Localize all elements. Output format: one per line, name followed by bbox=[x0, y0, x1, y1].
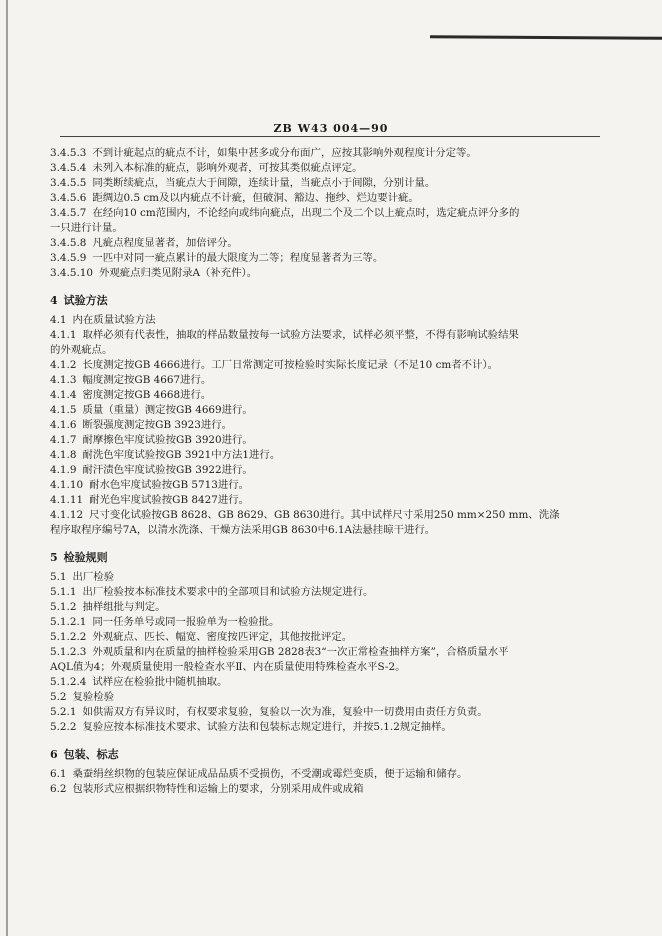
clause-number: 6.1 bbox=[50, 768, 67, 780]
clause-number: 3.4.5.4 bbox=[50, 162, 87, 174]
clause-line bbox=[50, 630, 602, 645]
clause-text: 外观疵点归类见附录A（补充件）。 bbox=[98, 267, 258, 279]
clause-text: 抽样组批与判定。 bbox=[82, 601, 166, 613]
clause-number: 4.1.1 bbox=[50, 329, 77, 341]
clause-line bbox=[50, 675, 602, 690]
clause-line bbox=[50, 373, 602, 388]
clause-text: 如供需双方有异议时，有权要求复验，复验以一次为准，复验中一切费用由责任方负责。 bbox=[82, 706, 488, 718]
clause-line bbox=[50, 403, 602, 418]
clause-text: 耐洗色牢度试验按GB 3921中方法1进行。 bbox=[82, 449, 281, 461]
clause-number: 4.1.12 bbox=[50, 509, 84, 521]
clause-text: 凡疵点程度显著者，加倍评分。 bbox=[92, 237, 238, 249]
clause-number: 4 bbox=[50, 294, 58, 307]
clause-text: 同类断续疵点，当疵点大于间隙，连续计量，当疵点小于间隙，分别计量。 bbox=[92, 177, 436, 189]
clause-text: 在经向10 cm范围内，不论经向或纬向疵点，出现二个及二个以上疵点时，选定疵点评分多的 bbox=[92, 207, 520, 219]
clause-line bbox=[50, 433, 602, 448]
clause-number: 3.4.5.6 bbox=[50, 192, 87, 204]
standard-code-header: ZB W43 004—90 bbox=[273, 122, 389, 135]
clause-text: 耐汗渍色牢度试验按GB 3922进行。 bbox=[82, 464, 253, 476]
clause-number: 3.4.5.5 bbox=[50, 177, 87, 189]
clause-line bbox=[50, 251, 602, 266]
clause-text: 外观质量和内在质量的抽样检验采用GB 2828表3“一次正常检查抽样方案”，合格质量水平 bbox=[92, 646, 509, 658]
clause-line bbox=[50, 418, 602, 433]
clause-number: 3.4.5.3 bbox=[50, 147, 87, 159]
clause-text: 密度测定按GB 4668进行。 bbox=[82, 389, 212, 401]
clause-number: 4.1.7 bbox=[50, 434, 77, 446]
clause-number: 5.2.2 bbox=[50, 721, 77, 733]
subsection-heading bbox=[50, 570, 602, 585]
clause-line bbox=[50, 478, 602, 493]
clause-number: 5.1 bbox=[50, 571, 67, 583]
clause-text: 未列入本标准的疵点，影响外观者，可按其类似疵点评定。 bbox=[92, 162, 363, 174]
clause-number: 4.1.4 bbox=[50, 389, 77, 401]
clause-number: 4.1.9 bbox=[50, 464, 77, 476]
clause-text: 包装形式应根据织物特性和运输上的要求，分别采用成件或成箱 bbox=[72, 783, 364, 795]
clause-continuation: 程序取程序编号7A，以清水洗涤、干燥方法采用GB 8630中6.1A法悬挂晾干进行。 bbox=[50, 524, 436, 536]
section-heading bbox=[50, 293, 602, 308]
subsection-heading bbox=[50, 313, 602, 328]
clause-text: 尺寸变化试验按GB 8628、GB 8629、GB 8630进行。其中试样尺寸采用250 mm×250 mm、洗涤 bbox=[89, 509, 560, 521]
clause-text: 断裂强度测定按GB 3923进行。 bbox=[82, 419, 233, 431]
clause-line bbox=[50, 508, 602, 523]
clause-number: 6.2 bbox=[50, 783, 67, 795]
clause-text: 耐摩擦色牢度试验按GB 3920进行。 bbox=[82, 434, 253, 446]
clause-text: 质量（重量）测定按GB 4669进行。 bbox=[82, 404, 253, 416]
clause-text: 出厂检验 bbox=[72, 571, 115, 583]
clause-line bbox=[50, 176, 602, 191]
clause-number: 4.1.8 bbox=[50, 449, 77, 461]
clause-text: 取样必须有代表性，抽取的样品数量按每一试验方法要求，试样必须平整，不得有影响试验结果 bbox=[82, 329, 519, 341]
clause-line bbox=[50, 463, 602, 478]
clause-number: 5.1.1 bbox=[50, 586, 77, 598]
clause-line bbox=[50, 191, 602, 206]
clause-line bbox=[50, 146, 602, 161]
clause-text: 试验方法 bbox=[63, 294, 108, 307]
clause-line bbox=[50, 358, 602, 373]
section-heading bbox=[50, 747, 602, 762]
clause-line bbox=[50, 161, 602, 176]
clause-line bbox=[50, 615, 602, 630]
clause-number: 6 bbox=[50, 748, 58, 761]
clause-number: 5.1.2.4 bbox=[50, 676, 87, 688]
scan-artifact-line bbox=[430, 35, 662, 40]
clause-text: 耐光色牢度试验按GB 8427进行。 bbox=[89, 494, 250, 506]
clause-number: 4.1.2 bbox=[50, 359, 77, 371]
clause-continuation: 一只进行计量。 bbox=[50, 222, 123, 234]
clause-text: 耐水色牢度试验按GB 5713进行。 bbox=[89, 479, 250, 491]
scan-edge bbox=[6, 0, 8, 936]
header-rule bbox=[60, 136, 600, 137]
clause-line bbox=[50, 388, 602, 403]
clause-line bbox=[50, 720, 602, 735]
clause-continuation: AQL值为4；外观质量使用一般检查水平Ⅱ、内在质量使用特殊检查水平S-2。 bbox=[50, 661, 406, 673]
clause-text: 同一任务单号或同一报验单为一检验批。 bbox=[92, 616, 280, 628]
clause-number: 5.2.1 bbox=[50, 706, 77, 718]
clause-line bbox=[50, 767, 602, 782]
clause-text: 桑蚕绢丝织物的包装应保证成品品质不受损伤，不受潮或霉烂变质，便于运输和储存。 bbox=[72, 768, 468, 780]
clause-line bbox=[50, 705, 602, 720]
clause-line bbox=[50, 600, 602, 615]
clause-text: 长度测定按GB 4666进行。工厂日常测定可按检验时实际长度记录（不足10 cm者不计）。 bbox=[82, 359, 499, 371]
clause-text: 距绸边0.5 cm及以内疵点不计疵，但破洞、豁边、拖纱、烂边要计疵。 bbox=[92, 192, 419, 204]
clause-number: 3.4.5.8 bbox=[50, 237, 87, 249]
section-heading bbox=[50, 550, 602, 565]
clause-text: 复验应按本标准技术要求、试验方法和包装标志规定进行，并按5.1.2规定抽样。 bbox=[82, 721, 452, 733]
clause-line bbox=[50, 782, 602, 797]
clause-text: 一匹中对同一疵点累计的最大限度为二等；程度显著者为三等。 bbox=[92, 252, 384, 264]
clause-number: 5.1.2.3 bbox=[50, 646, 87, 658]
clause-text: 内在质量试验方法 bbox=[72, 314, 156, 326]
clause-number: 5.1.2.2 bbox=[50, 631, 87, 643]
clause-text: 复验检验 bbox=[72, 691, 115, 703]
clause-line bbox=[50, 448, 602, 463]
clause-number: 3.4.5.9 bbox=[50, 252, 87, 264]
clause-number: 4.1.6 bbox=[50, 419, 77, 431]
clause-text: 试样应在检验批中随机抽取。 bbox=[92, 676, 228, 688]
clause-number: 4.1.5 bbox=[50, 404, 77, 416]
clause-number: 5 bbox=[50, 551, 58, 564]
clause-line bbox=[50, 585, 602, 600]
document-body bbox=[50, 146, 602, 797]
clause-number: 4.1.11 bbox=[50, 494, 84, 506]
clause-text: 不到计疵起点的疵点不计，如集中甚多或分布面广，应按其影响外观程度计分定等。 bbox=[92, 147, 477, 159]
clause-line bbox=[50, 266, 602, 281]
clause-number: 4.1.10 bbox=[50, 479, 84, 491]
clause-text: 外观疵点、匹长、幅宽、密度按匹评定，其他按批评定。 bbox=[92, 631, 353, 643]
clause-number: 3.4.5.7 bbox=[50, 207, 87, 219]
clause-number: 4.1.3 bbox=[50, 374, 77, 386]
clause-line bbox=[50, 328, 602, 343]
clause-text: 出厂检验按本标准技术要求中的全部项目和试验方法规定进行。 bbox=[82, 586, 374, 598]
clause-line bbox=[50, 493, 602, 508]
clause-continuation: 的外观疵点。 bbox=[50, 344, 113, 356]
clause-line bbox=[50, 206, 602, 221]
clause-number: 3.4.5.10 bbox=[50, 267, 93, 279]
clause-number: 5.2 bbox=[50, 691, 67, 703]
clause-number: 5.1.2.1 bbox=[50, 616, 87, 628]
clause-text: 检验规则 bbox=[63, 551, 108, 564]
clause-line bbox=[50, 236, 602, 251]
clause-number: 5.1.2 bbox=[50, 601, 77, 613]
clause-text: 包装、标志 bbox=[63, 748, 119, 761]
clause-number: 4.1 bbox=[50, 314, 67, 326]
clause-line bbox=[50, 645, 602, 660]
subsection-heading bbox=[50, 690, 602, 705]
clause-text: 幅度测定按GB 4667进行。 bbox=[82, 374, 212, 386]
